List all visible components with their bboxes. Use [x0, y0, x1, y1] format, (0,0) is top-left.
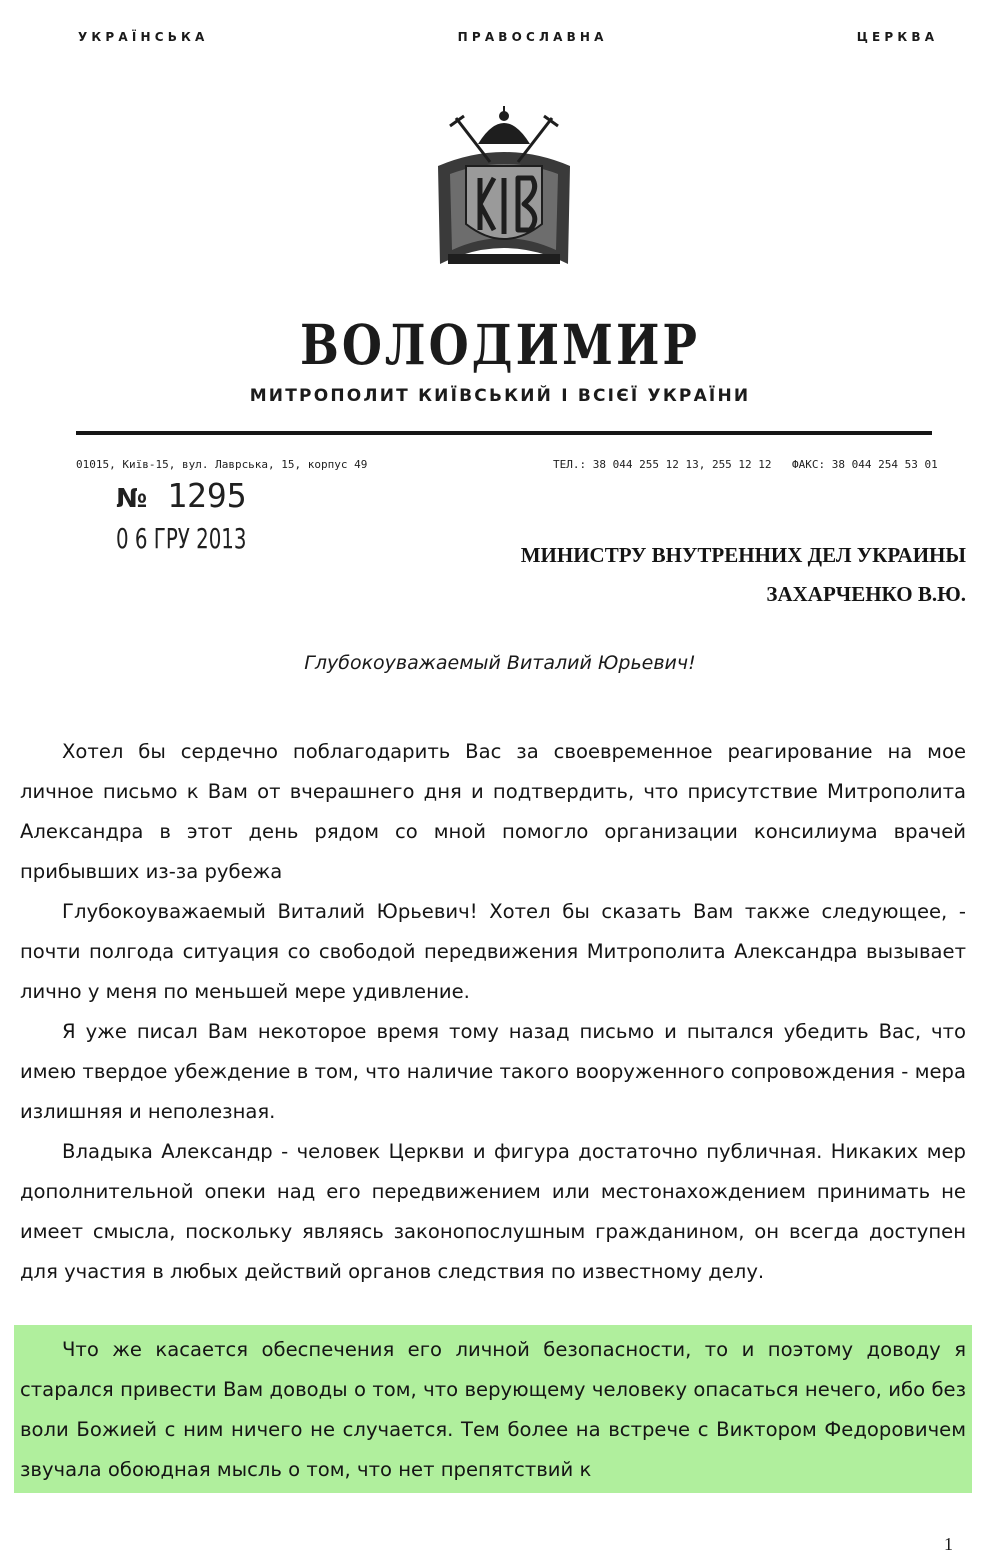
number-sign: №	[116, 484, 148, 514]
addressee-position: МИНИСТРУ ВНУТРЕННИХ ДЕЛ УКРАИНЫ	[520, 543, 966, 567]
registration-number-value: 1295	[167, 476, 247, 515]
metropolitan-title: МИТРОПОЛИТ КИЇВСЬКИЙ І ВСІЄЇ УКРАЇНИ	[249, 386, 751, 406]
paragraph-2: Глубокоуважаемый Виталий Юрьевич! Хотел бы сказать Вам также следующее, - почти полгода ситуация со свободой передвижения Митрополита Александра вызывает лично у меня по меньшей мере удивление.	[20, 900, 966, 1003]
header-divider	[76, 431, 932, 435]
registration-date: 0 6 ГРУ 2013	[116, 524, 247, 556]
metropolitan-name: ВОЛОДИМИР	[299, 312, 701, 378]
fax: ФАКС: 38 044 254 53 01	[792, 458, 938, 471]
paragraph-1: Хотел бы сердечно поблагодарить Вас за своевременное реагирование на мое личное письмо к Вам от вчерашнего дня и подтвердить, что присутствие Митрополита Александра в этот день рядом со мной помогло организации консилиума врачей прибывших из-за рубежа	[20, 740, 966, 883]
registration-number	[116, 476, 247, 515]
address: 01015, Київ-15, вул. Лаврська, 15, корпус 49	[76, 458, 368, 471]
letter-body	[20, 732, 966, 1292]
phone: ТЕЛ.: 38 044 255 12 13, 255 12 12	[553, 458, 772, 471]
paragraph-5: Что же касается обеспечения его личной безопасности, то и поэтому доводу я старался привести Вам доводы о том, что верующему человеку опасаться нечего, ибо без воли Божией с ним ничего не случается. Тем более на встрече с Виктором Федоровичем звучала обоюдная мысль о том, что нет препятствий к	[20, 1338, 966, 1481]
church-name-word-2: П Р А В О С Л А В Н А	[457, 30, 604, 44]
church-name-word-1: У К Р А Ї Н С Ь К А	[78, 30, 205, 44]
salutation: Глубокоуважаемый Виталий Юрьевич!	[304, 652, 696, 674]
addressee-name: ЗАХАРЧЕНКО В.Ю.	[766, 582, 966, 606]
church-name-word-3: Ц Е Р К В А	[856, 30, 934, 44]
highlighted-paragraph-container	[20, 1330, 966, 1490]
church-name	[78, 30, 934, 44]
coat-of-arms-icon	[428, 104, 580, 280]
page-number: 1	[944, 1534, 953, 1554]
paragraph-3: Я уже писал Вам некоторое время тому назад письмо и пытался убедить Вас, что имею твердое убеждение в том, что наличие такого вооруженного сопровождения - мера излишняя и неполезная.	[20, 1020, 966, 1123]
paragraph-4: Владыка Александр - человек Церкви и фигура достаточно публичная. Никаких мер дополнительной опеки над его передвижением или местонахождением принимать не имеет смысла, поскольку являясь законопослушным гражданином, он всегда доступен для участия в любых действий органов следствия по известному делу.	[20, 1140, 966, 1283]
